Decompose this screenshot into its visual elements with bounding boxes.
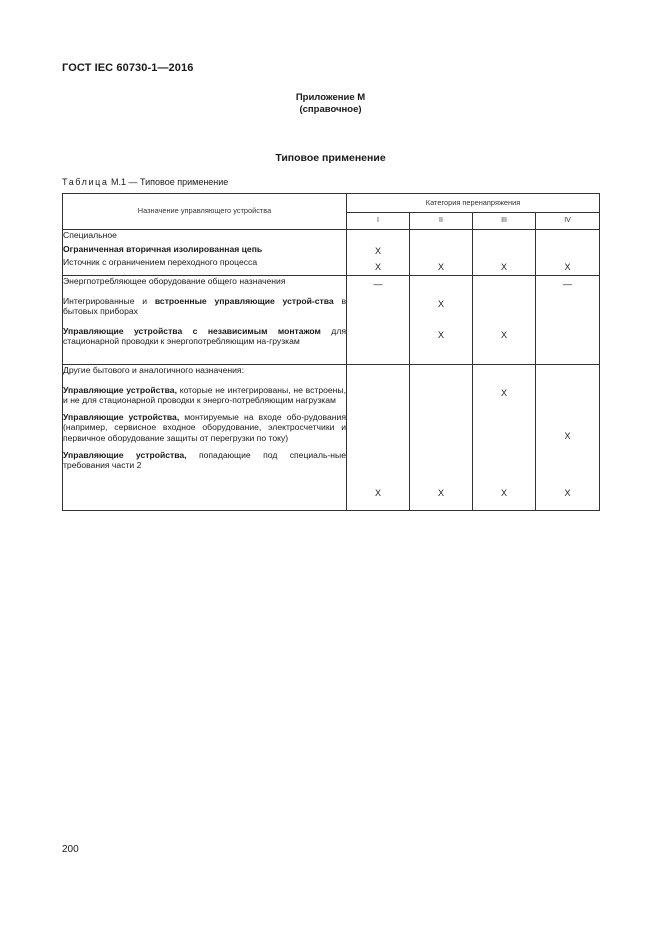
group-special-cat-1 xyxy=(347,230,410,276)
group-general-cat-3 xyxy=(473,276,536,365)
section-title: Типовое применение xyxy=(275,152,386,164)
column-header-category: Категория перенапряжения xyxy=(347,194,600,213)
group-household-heading: Другие бытового и аналогичного назначения: xyxy=(63,365,244,375)
mark-general-heading-cat1: — xyxy=(373,279,383,289)
group-household-row3: Управляющие устройства, попадающие под специаль-ные требования части 2 xyxy=(63,449,346,471)
column-header-cat-4: IV xyxy=(536,213,600,230)
group-general-cat-2 xyxy=(410,276,473,365)
mark-special-row2-cat3: X xyxy=(500,262,507,272)
group-general-row1: Интегрированные и встроенные управляющие устрой-ства в бытовых приборах xyxy=(63,295,347,317)
group-special-cat-3 xyxy=(473,230,536,276)
column-header-cat-1: I xyxy=(347,213,410,230)
mark-special-row2-cat1: X xyxy=(374,262,381,272)
group-household-cat-3 xyxy=(473,365,536,511)
table-caption-text: М.1 — Типовое применение xyxy=(111,177,229,187)
mark-household-row3-cat1: X xyxy=(374,488,381,498)
mark-special-row2-cat4: X xyxy=(564,262,571,272)
table-caption xyxy=(62,177,228,187)
page-number: 200 xyxy=(62,844,79,855)
group-general-heading: Энергпотребляющее оборудование общего назначения xyxy=(63,276,286,286)
column-header-device: Назначение управляющего устройства xyxy=(63,194,347,230)
group-general-cat-1 xyxy=(347,276,410,365)
group-general-description xyxy=(63,276,347,365)
appendix-subtitle: (справочное) xyxy=(299,104,362,115)
mark-special-row2-cat2: X xyxy=(437,262,444,272)
group-household-description xyxy=(63,365,347,511)
mark-general-row2-cat2: X xyxy=(437,330,444,340)
group-special-heading: Специальное xyxy=(63,230,117,240)
column-header-cat-3: III xyxy=(473,213,536,230)
group-special-cat-4 xyxy=(536,230,600,276)
table-group-household xyxy=(63,365,600,511)
document-code: ГОСТ IEC 60730-1—2016 xyxy=(62,62,194,74)
group-general-cat-4 xyxy=(536,276,600,365)
typical-application-table xyxy=(62,193,600,511)
group-household-cat-4 xyxy=(536,365,600,511)
appendix-title: Приложение М xyxy=(295,92,366,103)
group-special-row1: Ограниченная вторичная изолированная цепь xyxy=(63,243,263,254)
mark-general-row2-cat3: X xyxy=(500,330,507,340)
mark-household-row3-cat2: X xyxy=(437,488,444,498)
group-special-cat-2 xyxy=(410,230,473,276)
mark-household-row3-cat3: X xyxy=(500,488,507,498)
mark-general-heading-cat4: — xyxy=(563,279,572,289)
table-group-special xyxy=(63,230,600,276)
group-household-row1: Управляющие устройства, которые не интегрированы, не встроены, и не для стационарной проводки к энерго-потребляющим нагрузкам xyxy=(63,384,346,406)
group-special-description xyxy=(63,230,347,276)
table-header-row-1 xyxy=(63,194,600,213)
mark-general-row1-cat2: X xyxy=(437,299,444,309)
table-group-general xyxy=(63,276,600,365)
mark-special-row1-cat1: X xyxy=(374,246,381,256)
mark-household-row3-cat4: X xyxy=(564,488,571,498)
group-general-row2: Управляющие устройства с независимым монтажом для стационарной проводки к энергопотребляющим на-грузкам xyxy=(63,325,346,347)
column-header-cat-2: II xyxy=(410,213,473,230)
mark-household-row1-cat3: X xyxy=(500,388,507,398)
group-household-cat-2 xyxy=(410,365,473,511)
table-caption-label: Таблица xyxy=(62,177,109,187)
group-household-row2: Управляющие устройства, монтируемые на входе обо-рудования (например, сервисное входное оборудование, электросчетчики и первичное оборудование защиты от перегрузки по току) xyxy=(63,411,346,443)
mark-household-row2-cat4: X xyxy=(564,431,571,441)
group-special-row2: Источник с ограничением переходного процесса xyxy=(63,257,258,268)
group-household-cat-1 xyxy=(347,365,410,511)
appendix-heading xyxy=(0,92,661,116)
